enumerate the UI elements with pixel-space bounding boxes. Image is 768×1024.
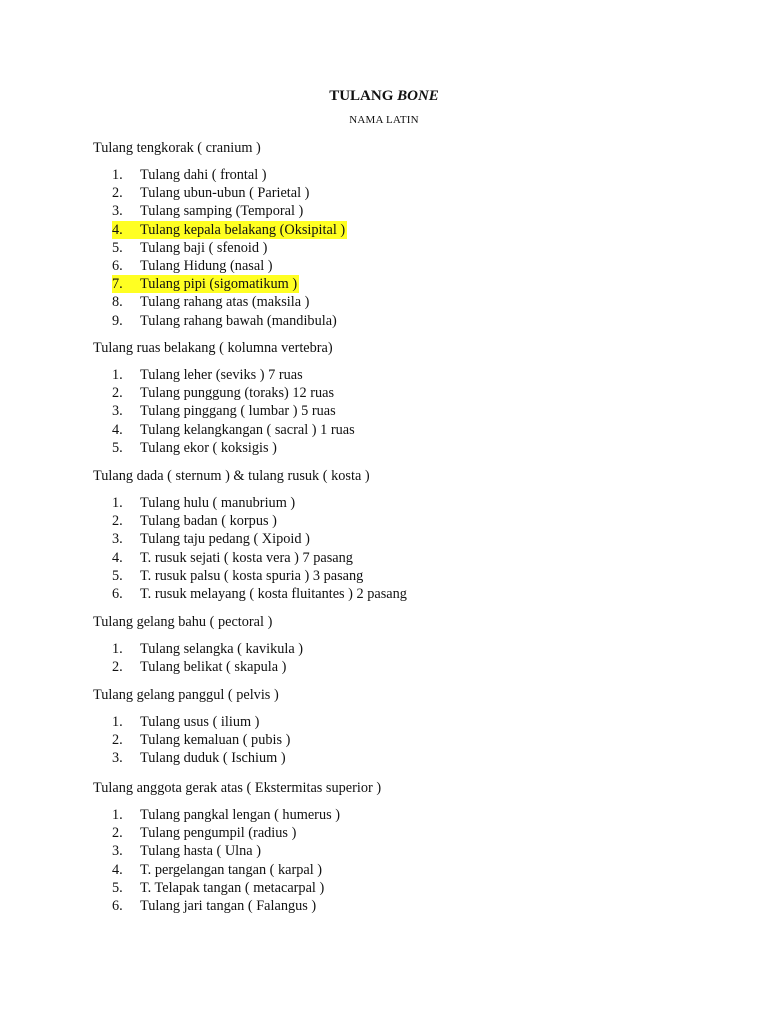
list-item-highlighted: [112, 275, 299, 293]
list-item: [112, 366, 303, 384]
list-item-text: Tulang ubun-ubun ( Parietal ): [140, 185, 310, 202]
list-item-text: Tulang taju pedang ( Xipoid ): [140, 531, 310, 548]
list-item-number: 6.: [112, 898, 123, 914]
list-item-number: 1.: [112, 714, 123, 730]
list-item-number: 3.: [112, 750, 123, 767]
title-italic: BONE: [397, 88, 439, 104]
list-item: [112, 879, 324, 897]
list-item-text: T. rusuk sejati ( kosta vera ) 7 pasang: [140, 549, 353, 566]
list-item: [112, 567, 363, 585]
list-item: [112, 166, 267, 184]
list-item-text: Tulang badan ( korpus ): [140, 513, 277, 530]
document-subtitle: NAMA LATIN: [349, 114, 419, 126]
list-item-text: Tulang baji ( sfenoid ): [140, 239, 268, 256]
section-heading: Tulang ruas belakang ( kolumna vertebra): [93, 340, 333, 356]
list-item-highlighted: [112, 221, 347, 239]
list-item-number: 5.: [112, 239, 123, 256]
list-item-text: Tulang punggung (toraks) 12 ruas: [140, 385, 335, 402]
list-item-number: 6.: [112, 258, 123, 274]
list-item-number: 5.: [112, 439, 123, 456]
section-heading: Tulang tengkorak ( cranium ): [93, 140, 261, 156]
list-item: [112, 530, 310, 548]
list-item: [112, 312, 337, 330]
list-item-text: Tulang belikat ( skapula ): [140, 659, 287, 676]
list-item-number: 6.: [112, 586, 123, 602]
title-main: TULANG: [329, 88, 394, 104]
list-item-number: 4.: [112, 861, 123, 878]
list-item-text: Tulang kelangkangan ( sacral ) 1 ruas: [140, 421, 355, 438]
list-item-text: Tulang duduk ( Ischium ): [140, 750, 286, 767]
list-item-text: Tulang samping (Temporal ): [140, 203, 304, 220]
list-item: [112, 713, 259, 731]
list-item-number: 4.: [112, 421, 123, 438]
section-heading: Tulang gelang panggul ( pelvis ): [93, 687, 279, 703]
section-heading: Tulang anggota gerak atas ( Ekstermitas superior ): [93, 780, 382, 796]
list-item-text: Tulang pinggang ( lumbar ) 5 ruas: [140, 403, 336, 420]
list-item-text: Tulang pipi (sigomatikum ): [140, 276, 298, 293]
list-item: [112, 293, 309, 311]
list-item-text: T. rusuk palsu ( kosta spuria ) 3 pasang: [140, 567, 364, 584]
list-item-text: Tulang ekor ( koksigis ): [140, 439, 277, 456]
list-item-number: 5.: [112, 567, 123, 584]
list-item-text: Tulang usus ( ilium ): [140, 714, 260, 730]
list-item-number: 4.: [112, 549, 123, 566]
section-heading: Tulang dada ( sternum ) & tulang rusuk ( kosta ): [93, 468, 370, 484]
list-item-number: 7.: [112, 276, 123, 293]
list-item: [112, 439, 277, 457]
list-item-number: 3.: [112, 531, 123, 548]
list-item-text: T. pergelangan tangan ( karpal ): [140, 861, 323, 878]
list-item: [112, 202, 303, 220]
list-item-text: Tulang jari tangan ( Falangus ): [140, 898, 317, 914]
list-item-number: 1.: [112, 641, 123, 657]
list-item-text: Tulang hulu ( manubrium ): [140, 495, 296, 511]
list-item-number: 3.: [112, 843, 123, 860]
list-item: [112, 824, 296, 842]
list-item-number: 8.: [112, 294, 123, 311]
list-item-number: 2.: [112, 385, 123, 402]
list-item: [112, 749, 286, 767]
list-item-number: 2.: [112, 825, 123, 842]
list-item-number: 1.: [112, 167, 123, 183]
list-item: [112, 384, 334, 402]
list-item-number: 2.: [112, 732, 123, 749]
list-item-text: T. rusuk melayang ( kosta fluitantes ) 2 pasang: [140, 586, 407, 602]
list-item-text: Tulang pangkal lengan ( humerus ): [140, 807, 340, 823]
list-item-number: 9.: [112, 312, 123, 329]
list-item: [112, 549, 353, 567]
list-item: [112, 402, 336, 420]
list-item: [112, 257, 273, 275]
list-item-text: Tulang pengumpil (radius ): [140, 825, 297, 842]
list-item: [112, 842, 261, 860]
list-item-number: 1.: [112, 367, 123, 383]
list-item-text: Tulang rahang atas (maksila ): [140, 294, 310, 311]
list-item: [112, 184, 309, 202]
list-item: [112, 731, 290, 749]
list-item: [112, 494, 295, 512]
list-item-number: 2.: [112, 185, 123, 202]
list-item-number: 2.: [112, 513, 123, 530]
list-item-text: Tulang kemaluan ( pubis ): [140, 732, 291, 749]
document-title: [0, 86, 768, 106]
list-item-number: 5.: [112, 879, 123, 896]
list-item-number: 2.: [112, 659, 123, 676]
list-item: [112, 897, 316, 915]
list-item-number: 4.: [112, 221, 123, 238]
list-item-number: 1.: [112, 495, 123, 511]
list-item-text: Tulang hasta ( Ulna ): [140, 843, 261, 860]
list-item: [112, 421, 355, 439]
list-item-text: Tulang selangka ( kavikula ): [140, 641, 304, 657]
list-item-number: 1.: [112, 807, 123, 823]
list-item-text: T. Telapak tangan ( metacarpal ): [140, 879, 325, 896]
list-item: [112, 806, 340, 824]
list-item-number: 3.: [112, 203, 123, 220]
list-item: [112, 640, 303, 658]
list-item-text: Tulang rahang bawah (mandibula): [140, 312, 337, 329]
list-item-text: Tulang Hidung (nasal ): [140, 258, 273, 274]
list-item-text: Tulang dahi ( frontal ): [140, 167, 267, 183]
list-item-number: 3.: [112, 403, 123, 420]
list-item: [112, 658, 286, 676]
list-item-text: Tulang kepala belakang (Oksipital ): [140, 221, 346, 238]
list-item: [112, 512, 277, 530]
section-heading: Tulang gelang bahu ( pectoral ): [93, 614, 273, 630]
list-item-text: Tulang leher (seviks ) 7 ruas: [140, 367, 303, 383]
list-item: [112, 861, 322, 879]
list-item: [112, 239, 267, 257]
list-item: [112, 585, 407, 603]
